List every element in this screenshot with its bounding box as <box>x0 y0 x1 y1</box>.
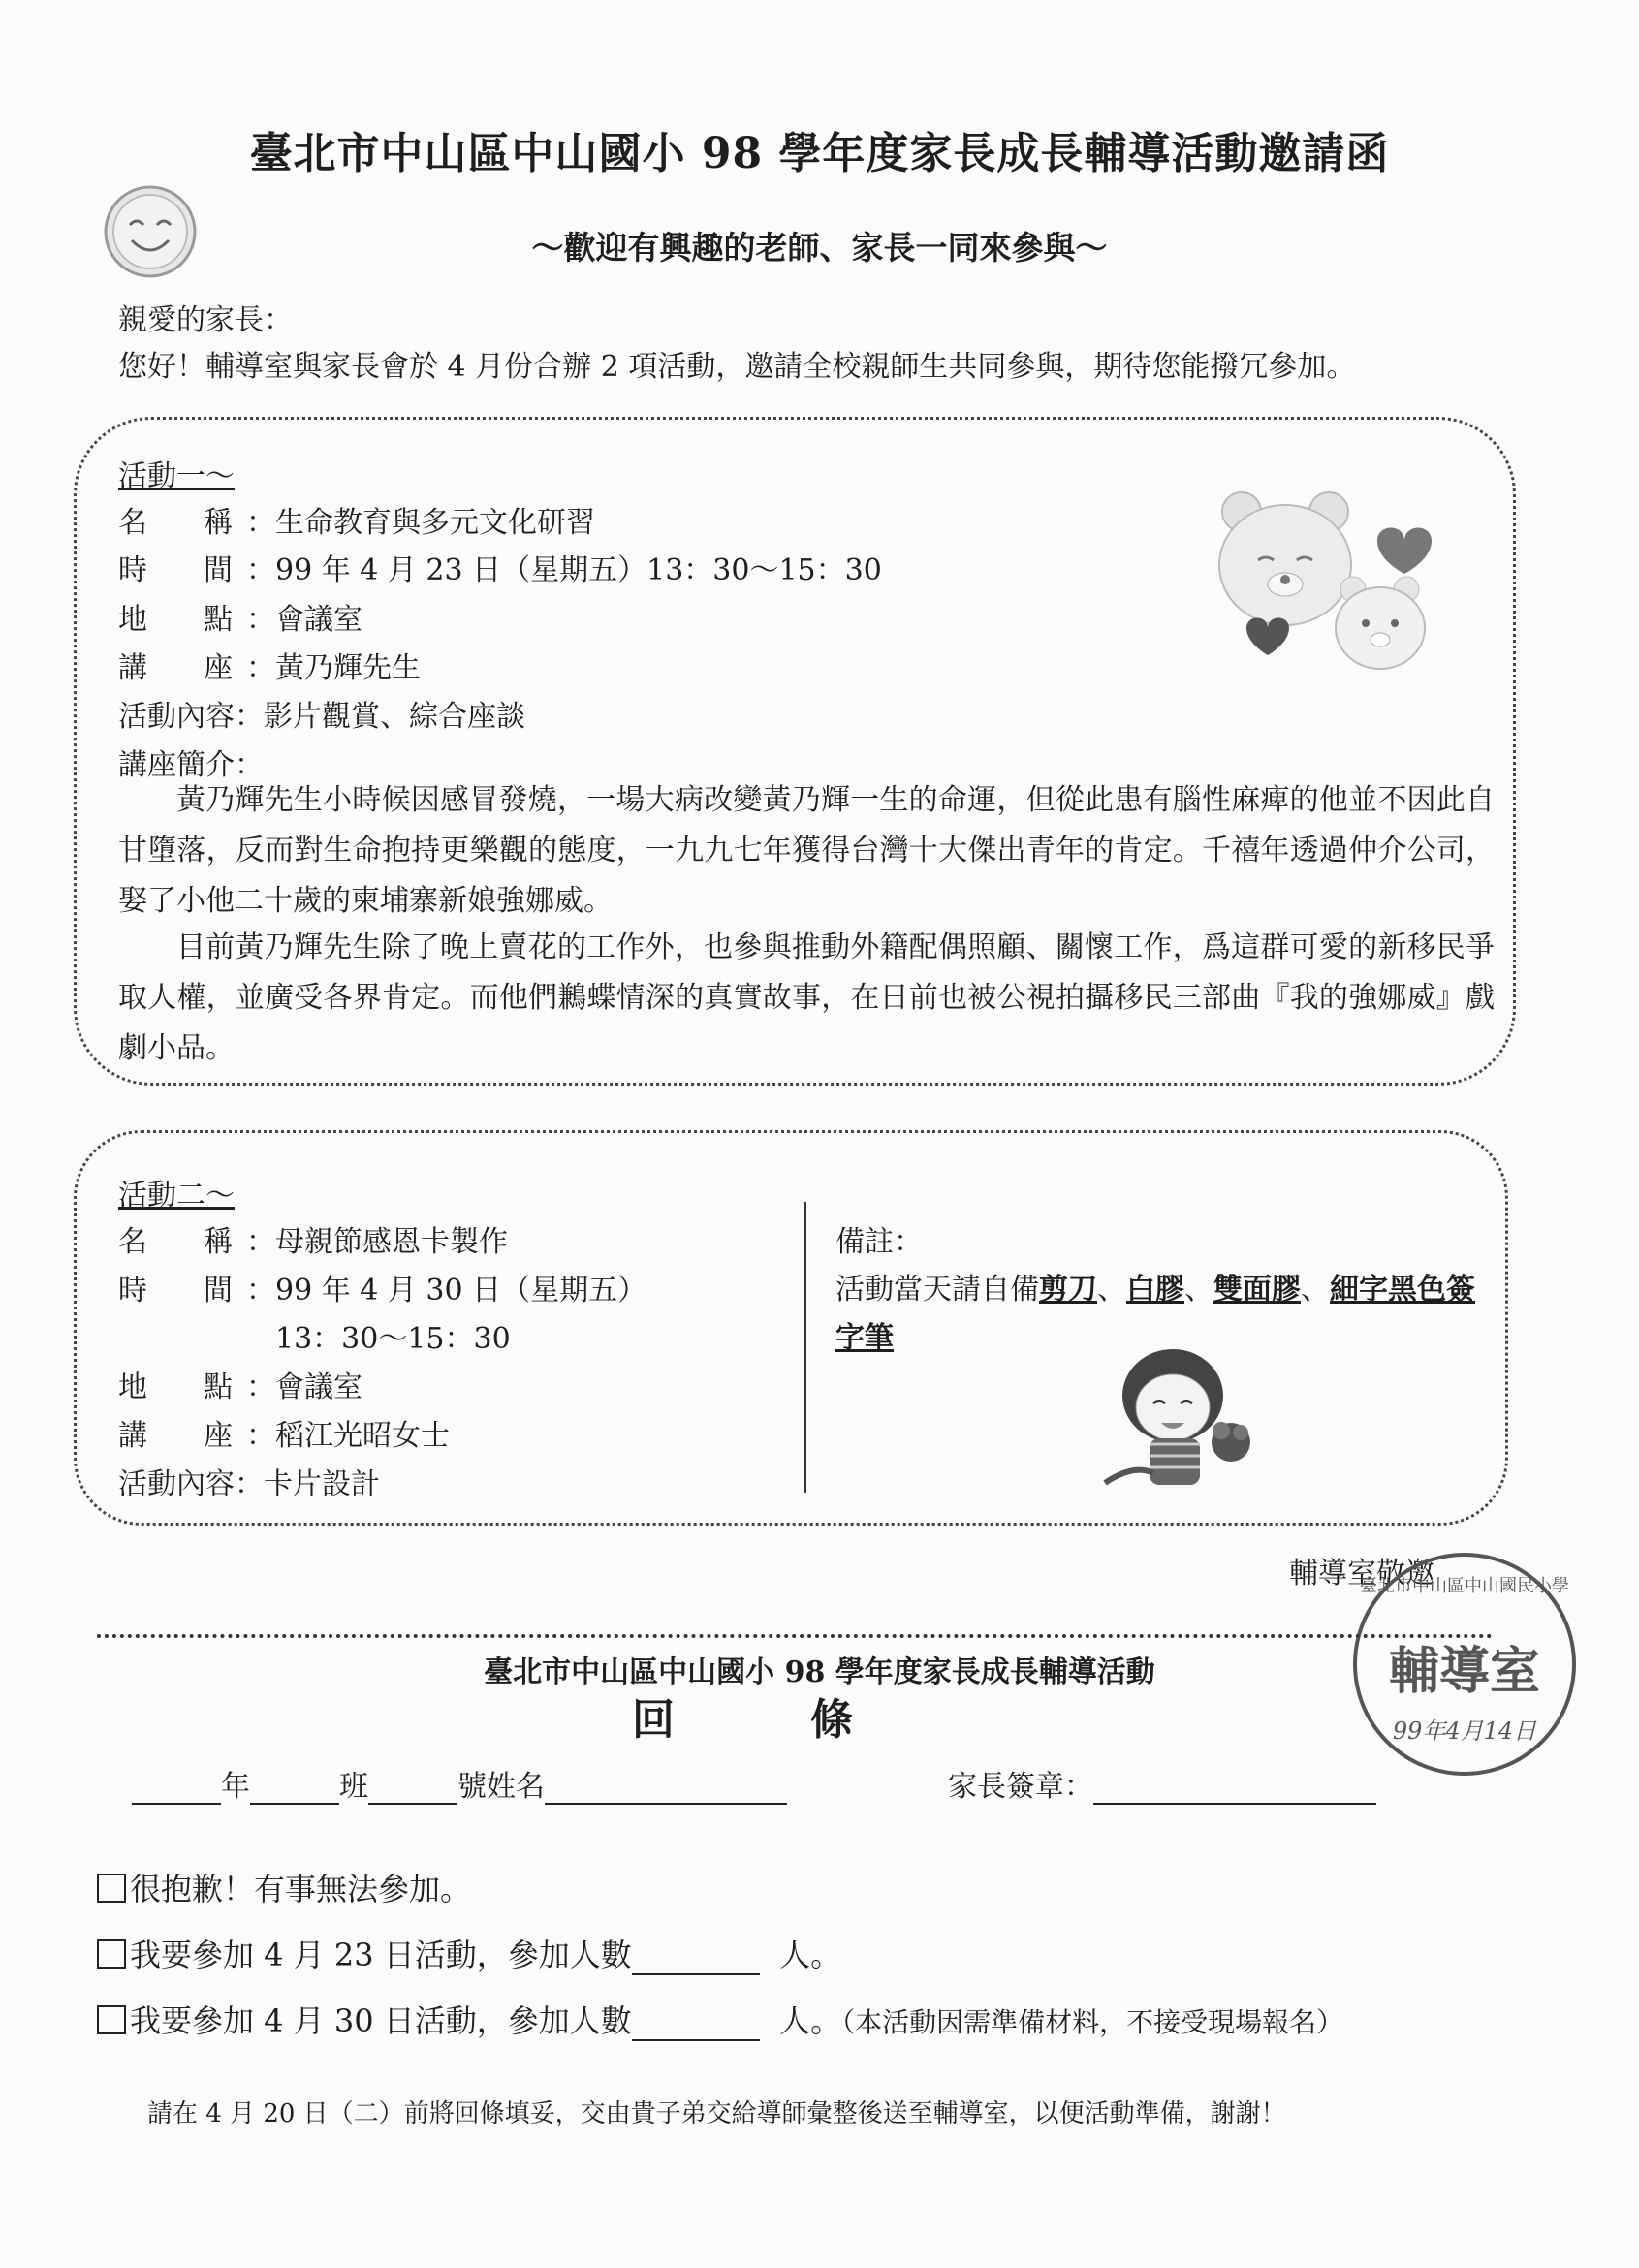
activity1-bio-paragraph-2: 目前黃乃輝先生除了晚上賣花的工作外，也參與推動外籍配偶照顧、關懷工作，爲這群可愛的新移民爭取人權，並廣受各界肯定。而他們鶼蝶情深的真實故事，在日前也被公視拍攝移民三部曲『我的強娜威』戲劇小品。 <box>118 930 1495 1065</box>
activity2-name-label: 名 稱： <box>118 1225 275 1259</box>
note-item-black-pen: 細字黑色簽字筆 <box>835 1273 1475 1355</box>
activity2-time-label: 時 間： <box>118 1274 275 1307</box>
activity1-name: 生命教育與多元文化研習 <box>275 506 595 540</box>
activity2-time-row <box>118 1266 646 1308</box>
year-label: 年 <box>221 1770 250 1804</box>
bears-illustration <box>1208 483 1450 690</box>
parent-sign-field[interactable] <box>1093 1774 1376 1805</box>
activity1-name-row <box>118 498 595 541</box>
activity2-note: 活動當天請自備剪刀、白膠、雙面膠、細字黑色簽字筆 <box>835 1273 1475 1355</box>
decline-checkbox[interactable] <box>97 1874 126 1903</box>
activity1-speaker-label: 講 座： <box>118 651 275 685</box>
class-label: 班 <box>339 1770 368 1804</box>
activity2-name-row <box>118 1217 508 1260</box>
activity1-content-label: 活動內容： <box>118 700 264 734</box>
activity1-place: 會議室 <box>275 603 362 637</box>
option-attend-0430-suffix: 人。 <box>779 2002 842 2039</box>
activity2-speaker-label: 講 座： <box>118 1419 275 1453</box>
activity2-speaker: 稻江光昭女士 <box>275 1419 450 1453</box>
activity1-time-label: 時 間： <box>118 553 275 587</box>
activity2-place-label: 地 點： <box>118 1370 275 1404</box>
page-title: 臺北市中山區中山國小 98 學年度家長成長輔導活動邀請函 <box>249 129 1390 178</box>
activity2-content: 卡片設計 <box>264 1467 380 1501</box>
activity2-content-row <box>118 1460 380 1502</box>
activity1-time: 99 年 4 月 23 日（星期五）13：30～15：30 <box>275 553 882 587</box>
activity1-content-row <box>118 692 525 735</box>
attend-0430-checkbox[interactable] <box>97 2005 126 2034</box>
parent-sign-label: 家長簽章： <box>948 1770 1093 1804</box>
activity1-name-label: 名 稱： <box>118 506 275 540</box>
salutation: 親愛的家長： <box>118 303 293 337</box>
option-attend-0430-note: （本活動因需準備材料，不接受現場報名） <box>841 2006 1344 2038</box>
cut-line-divider <box>97 1634 1493 1638</box>
note-item-scissors: 剪刀 <box>1039 1273 1097 1307</box>
activity2-place-row <box>118 1363 362 1405</box>
activity1-heading: 活動一～ <box>118 459 235 493</box>
option-attend-0423[interactable] <box>97 1931 841 1975</box>
activity2-time-line2: 13：30～15：30 <box>275 1322 511 1356</box>
activity1-time-row <box>118 546 882 588</box>
note-item-double-tape: 雙面膠 <box>1213 1273 1301 1307</box>
reply-title: 臺北市中山區中山國小 98 學年度家長成長輔導活動 <box>484 1655 1155 1689</box>
parent-sign-row <box>948 1762 1376 1805</box>
note-item-white-glue: 白膠 <box>1126 1273 1184 1307</box>
attend-0430-count-field[interactable] <box>632 2010 760 2041</box>
attend-0423-count-field[interactable] <box>632 1944 760 1975</box>
activity2-heading: 活動二～ <box>118 1179 235 1213</box>
option-decline-label: 很抱歉！有事無法參加。 <box>130 1871 472 1907</box>
activity2-vertical-divider <box>804 1202 806 1493</box>
activity1-place-label: 地 點： <box>118 603 275 637</box>
activity1-content: 影片觀賞、綜合座談 <box>264 700 525 734</box>
seal-date: 99年4月14日 <box>1392 1717 1537 1745</box>
seal-ring-text: 臺北市中山區中山國民小學 <box>1360 1576 1569 1596</box>
year-field[interactable] <box>132 1774 221 1805</box>
activity2-content-label: 活動內容： <box>118 1467 264 1501</box>
option-attend-0423-suffix: 人。 <box>779 1937 842 1973</box>
activity1-bio-paragraph-1: 黃乃輝先生小時候因感冒發燒，一場大病改變黃乃輝一生的命運，但從此患有腦性麻痺的他並不因此自甘墮落，反而對生命抱持更樂觀的態度，一九九七年獲得台灣十大傑出青年的肯定。千禧年透過仲介公司，娶了小他二十歲的柬埔寨新娘強娜威。 <box>118 783 1495 918</box>
seal-center-text: 輔導室 <box>1388 1642 1540 1701</box>
activity2-note-prefix: 活動當天請自備 <box>835 1273 1039 1307</box>
activity2-time-line1: 99 年 4 月 30 日（星期五） <box>275 1274 647 1307</box>
page-subtitle: ～歡迎有興趣的老師、家長一同來參與～ <box>531 229 1108 267</box>
activity1-place-row <box>118 595 362 638</box>
option-attend-0423-label: 我要參加 4 月 23 日活動，參加人數 <box>130 1937 632 1973</box>
activity2-place: 會議室 <box>275 1370 362 1404</box>
option-attend-0430-label: 我要參加 4 月 30 日活動，參加人數 <box>130 2002 632 2039</box>
reply-heading: 回 條 <box>632 1695 855 1745</box>
attend-0423-checkbox[interactable] <box>97 1939 126 1969</box>
reply-footer: 請在 4 月 20 日（二）前將回條填妥，交由貴子弟交給導師彙整後送至輔導室，以便活動準備，謝謝！ <box>147 2099 1286 2128</box>
name-field[interactable] <box>545 1774 787 1805</box>
intro-text: 您好！輔導室與家長會於 4 月份合辦 2 項活動，邀請全校親師生共同參與，期待您能撥冗參加。 <box>118 350 1356 384</box>
number-field[interactable] <box>368 1774 457 1805</box>
activity2-name: 母親節感恩卡製作 <box>275 1225 508 1259</box>
option-decline[interactable] <box>97 1865 471 1909</box>
activity2-note-label: 備註： <box>835 1225 923 1259</box>
activity2-speaker-row <box>118 1411 450 1454</box>
activity1-speaker-row <box>118 644 421 686</box>
activity1-bio-label: 講座簡介： <box>118 748 264 782</box>
class-field[interactable] <box>250 1774 339 1805</box>
activity1-speaker: 黃乃輝先生 <box>275 651 421 685</box>
number-name-label: 號姓名 <box>457 1770 545 1804</box>
option-attend-0430[interactable] <box>97 1997 1343 2041</box>
girl-illustration <box>1086 1338 1289 1511</box>
signoff-text: 輔導室敬邀 <box>1289 1557 1434 1591</box>
student-info-row <box>132 1762 787 1805</box>
